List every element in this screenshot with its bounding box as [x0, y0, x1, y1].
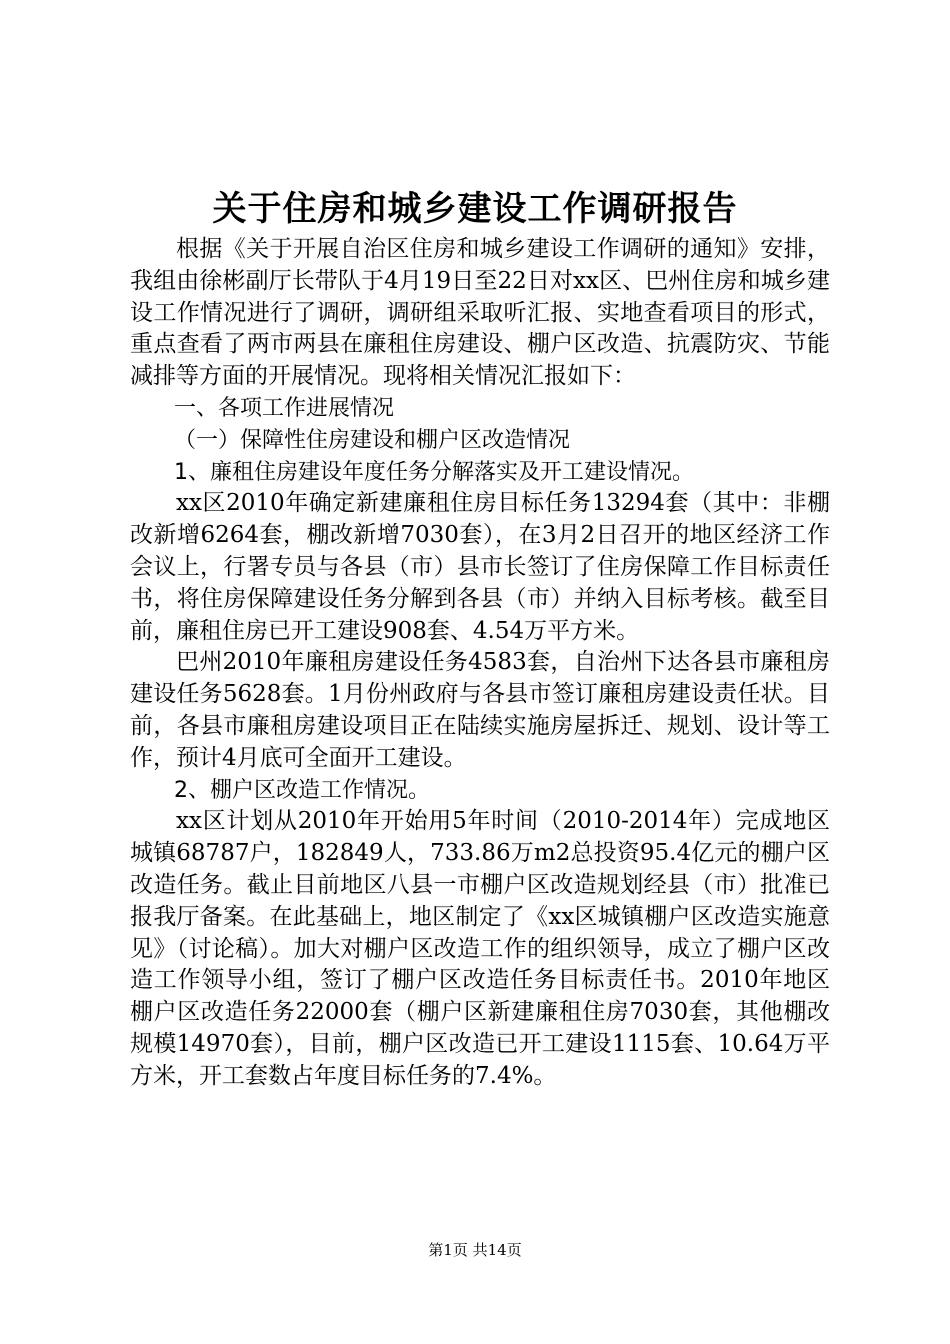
xx-district-paragraph: xx区2010年确定新建廉租住房目标任务13294套（其中：非棚改新增6264套，棚改新增7030套），在3月2日召开的地区经济工作会议上，行署专员与各县（市）县市长签订了住房保障工作目标责任书，将住房保障建设任务分解到各县（市）并纳入目标考核。截至目前，廉租住房已开工建设908套、4.54万平方米。: [130, 490, 830, 644]
page-title: 关于住房和城乡建设工作调研报告: [212, 189, 738, 229]
shantytown-paragraph: xx区计划从2010年开始用5年时间（2010-2014年）完成地区城镇68787户，182849人，733.86万m2总投资95.4亿元的棚户区改造任务。截止目前地区八县一市棚户区改造规划经县（市）批准已报我厅备案。在此基础上，地区制定了《xx区城镇棚户区改造实施意见》（讨论稿）。加大对棚户区改造工作的组织领导，成立了棚户区改造工作领导小组，签订了棚户区改造任务目标责任书。2010年地区棚户区改造任务22000套（棚户区新建廉租住房7030套，其他棚改规模14970套），目前，棚户区改造已开工建设1115套、10.64万平方米，开工套数占年度目标任务的7.4%。: [130, 808, 830, 1089]
bazhou-paragraph: 巴州2010年廉租房建设任务4583套，自治州下达各县市廉租房建设任务5628套。1月份州政府与各县市签订廉租房建设责任状。目前，各县市廉租房建设项目正在陆续实施房屋拆迁、规划、设计等工作，预计4月底可全面开工建设。: [130, 649, 830, 771]
subsection-heading: （一）保障性住房建设和棚户区改造情况: [174, 427, 571, 453]
intro-paragraph: 根据《关于开展自治区住房和城乡建设工作调研的通知》安排，我组由徐彬副厅长带队于4月19日至22日对xx区、巴州住房和城乡建设工作情况进行了调研，调研组采取听汇报、实地查看项目的形式，重点查看了两市两县在廉租住房建设、棚户区改造、抗震防灾、节能减排等方面的开展情况。现将相关情况汇报如下：: [130, 236, 830, 390]
section-heading: 一、各项工作进展情况: [174, 395, 395, 421]
item-heading-2: 2、棚户区改造工作情况。: [174, 777, 430, 803]
document-body: [130, 234, 830, 1093]
item-heading-1: 1、廉租住房建设年度任务分解落实及开工建设情况。: [174, 459, 694, 485]
page-number: 第1页 共14页: [428, 1241, 522, 1259]
